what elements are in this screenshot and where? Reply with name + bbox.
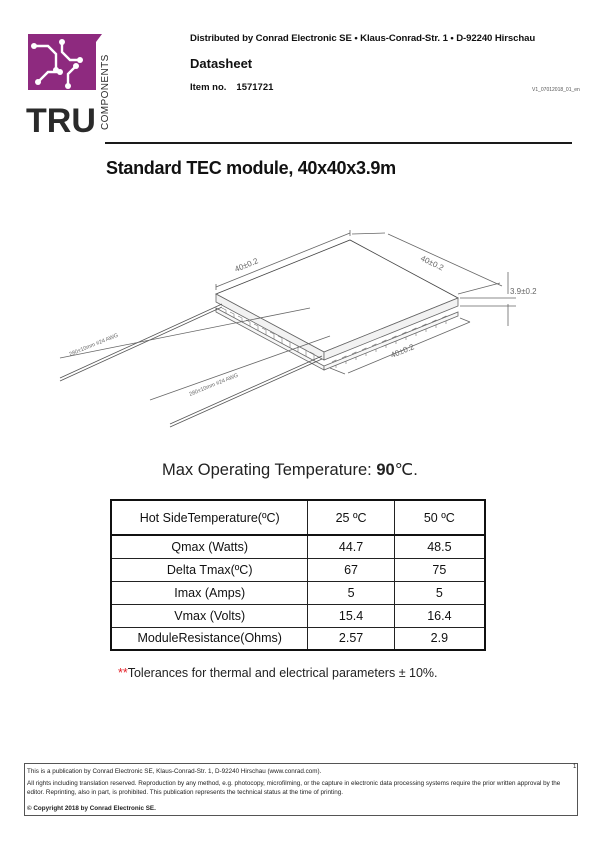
table-row: [111, 558, 485, 581]
row-label: Imax (Amps): [111, 581, 308, 604]
row-value-25c: 5: [308, 581, 394, 604]
row-value-25c: 67: [308, 558, 394, 581]
logo-wordmark: TRU: [26, 102, 96, 134]
row-label: Qmax (Watts): [111, 535, 308, 558]
table-row: [111, 581, 485, 604]
item-number-line: [190, 82, 273, 93]
dim-label-top-right: 40±0.2: [419, 253, 446, 273]
page-title: Standard TEC module, 40x40x3.9m: [106, 158, 396, 178]
header-divider: [105, 142, 572, 144]
header-cell-50c: 50 ºC: [394, 500, 485, 535]
item-number-label: Item no.: [190, 82, 227, 93]
document-type: Datasheet: [190, 56, 253, 71]
footer-publisher-line: This is a publication by Conrad Electronic SE, Klaus-Conrad-Str. 1, D-92240 Hirschau (www.conrad.com).: [27, 768, 322, 775]
tolerance-note: [118, 666, 438, 680]
max-operating-temperature: [162, 460, 418, 480]
wire-label-2: 280±10mm #24 AWG: [188, 372, 240, 398]
row-value-25c: 15.4: [308, 604, 394, 627]
tec-module-drawing: [40, 228, 580, 433]
header-cell-25c: 25 ºC: [308, 500, 394, 535]
max-temp-unit: ℃.: [394, 461, 418, 479]
dim-label-top-left: 40±0.2: [233, 256, 260, 274]
tec-module-illustration: [40, 228, 580, 433]
dim-label-bottom: 40±0.2: [389, 342, 416, 360]
row-value-50c: 48.5: [394, 535, 485, 558]
row-label: Delta Tmax(ºC): [111, 558, 308, 581]
header-cell-parameter: Hot SideTemperature(ºC): [111, 500, 308, 535]
table-row: [111, 604, 485, 627]
max-temp-label: Max Operating Temperature:: [162, 461, 372, 479]
row-value-50c: 75: [394, 558, 485, 581]
dim-label-thickness: 3.9±0.2: [510, 287, 537, 296]
specification-table: [110, 499, 486, 651]
wire-label-1: 280±10mm #24 AWG: [68, 332, 120, 358]
tru-components-logo: [26, 30, 114, 134]
wire-red: [60, 304, 222, 381]
dim-line-thickness: [460, 272, 516, 326]
row-value-25c: 2.57: [308, 627, 394, 650]
row-value-25c: 44.7: [308, 535, 394, 558]
footer-rights-text: All rights including translation reserved. Reproduction by any method, e.g. photocopy, microfilming, or the capture in electronic data processing systems require the prior written approval by the editor. Reprinting, also in part, is prohibited. This publication represents the technical status at the time of printing.: [27, 780, 561, 796]
page-number: 1: [573, 764, 577, 770]
tolerance-asterisks: **: [118, 666, 128, 680]
row-value-50c: 5: [394, 581, 485, 604]
version-code: V1_07012018_01_en: [532, 87, 580, 93]
row-value-50c: 2.9: [394, 627, 485, 650]
tolerance-text: Tolerances for thermal and electrical parameters ± 10%.: [127, 666, 438, 680]
footer-copyright: © Copyright 2018 by Conrad Electronic SE.: [27, 805, 156, 812]
logo-tagline: COMPONENTS: [100, 54, 111, 130]
row-value-50c: 16.4: [394, 604, 485, 627]
dim-line-wire-2: [150, 336, 330, 400]
table-header-row: [111, 500, 485, 535]
distributor-line: Distributed by Conrad Electronic SE • Klaus-Conrad-Str. 1 • D-92240 Hirschau: [190, 33, 536, 44]
row-label: Vmax (Volts): [111, 604, 308, 627]
logo-graphic: [26, 30, 114, 134]
max-temp-value: 90: [376, 461, 395, 479]
row-label: ModuleResistance(Ohms): [111, 627, 308, 650]
item-number-value: 1571721: [236, 82, 274, 93]
table-row: [111, 627, 485, 650]
table-row: [111, 535, 485, 558]
